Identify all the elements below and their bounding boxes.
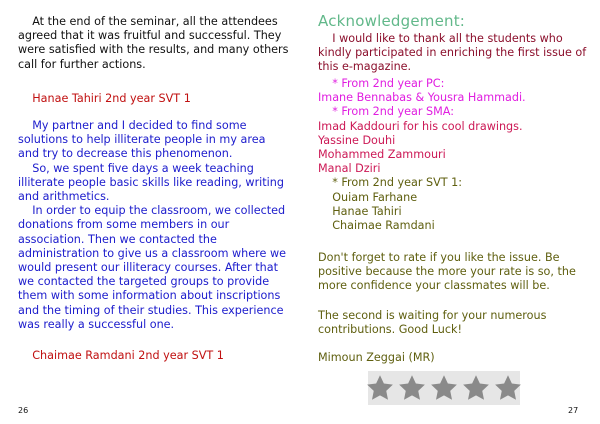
text-line: illiterate people basic skills like reading, writing [18,175,284,189]
text-line: was really a successful one. [18,317,175,331]
pc-names: Imane Bennabas & Yousra Hammadi. [318,91,526,105]
text-line: this e-magazine. [318,60,412,74]
text-line: and the timing of their studies. This experience [18,303,284,317]
text-line: contributions. Good Luck! [318,323,463,337]
contributor-name: Ouiam Farhane [318,190,418,204]
contributor-name: Imad Kaddouri for his cool drawings. [318,119,523,133]
text-line: call for further actions. [18,57,146,71]
text-line: and arithmetics. [18,190,110,204]
star-rating-widget[interactable] [368,371,520,405]
contributors-list [318,77,526,233]
author-credit: Chaimae Ramdani 2nd year SVT 1 [18,349,224,362]
text-line: we contacted the targeted groups to provide [18,275,270,289]
group-label-svt: * From 2nd year SVT 1: [318,176,463,190]
right-page [300,0,600,424]
intro-paragraph [18,15,288,72]
text-line: In order to equip the classroom, we collected [18,204,286,218]
text-line: Don't forget to rate if you like the issue. Be [318,251,560,264]
contributor-name: Manal Dziri [318,162,381,176]
text-line: At the end of the seminar, all the attendees [18,15,278,28]
text-line: association. Then we contacted the [18,232,217,246]
text-line: I would like to thank all the students who [318,32,563,45]
star-icon[interactable] [365,373,395,403]
author-chaimae [18,349,224,363]
illiteracy-article [18,119,286,332]
author-hanae [18,92,191,106]
text-line: more confidence your classmates will be. [318,279,550,293]
closing-paragraph [318,309,546,337]
star-icon[interactable] [493,373,523,403]
text-line: and try to decrease this phenomenon. [18,147,233,161]
star-icon[interactable] [461,373,491,403]
signature-name: Mimoun Zeggai (MR) [318,351,435,364]
text-line: agreed that it was fruitful and successful. They [18,29,282,43]
page-number-right: 27 [568,406,579,415]
star-icon[interactable] [429,373,459,403]
text-line: The second is waiting for your numerous [318,309,547,322]
contributor-name: Hanae Tahiri [318,204,402,218]
signature [318,351,435,365]
acknowledgement-heading: Acknowledgement: [318,12,466,30]
page-number-left: 26 [18,406,29,415]
text-line: My partner and I decided to find some [18,119,247,132]
author-credit: Hanae Tahiri 2nd year SVT 1 [18,92,191,105]
text-line: were satisfied with the results, and many others [18,43,289,57]
contributor-name: Mohammed Zammouri [318,148,446,162]
text-line: them with some information about inscriptions [18,289,281,303]
contributor-name: Yassine Douhi [318,133,396,147]
text-line: donations from some members in our [18,218,230,232]
text-line: So, we spent five days a week teaching [18,161,254,175]
text-line: would present our illiteracy courses. After that [18,261,278,275]
group-label-sma: * From 2nd year SMA: [318,105,455,119]
text-line: solutions to help illiterate people in my area [18,133,266,147]
contributor-name: Chaimae Ramdani [318,219,435,233]
group-label-pc: * From 2nd year PC: [318,77,445,90]
text-line: positive because the more your rate is so, the [318,265,576,279]
thanks-paragraph [318,32,586,75]
star-icon[interactable] [397,373,427,403]
text-line: administration to give us a classroom where we [18,246,286,260]
rate-paragraph [318,251,576,294]
text-line: kindly participated in enriching the first issue of [318,46,587,60]
